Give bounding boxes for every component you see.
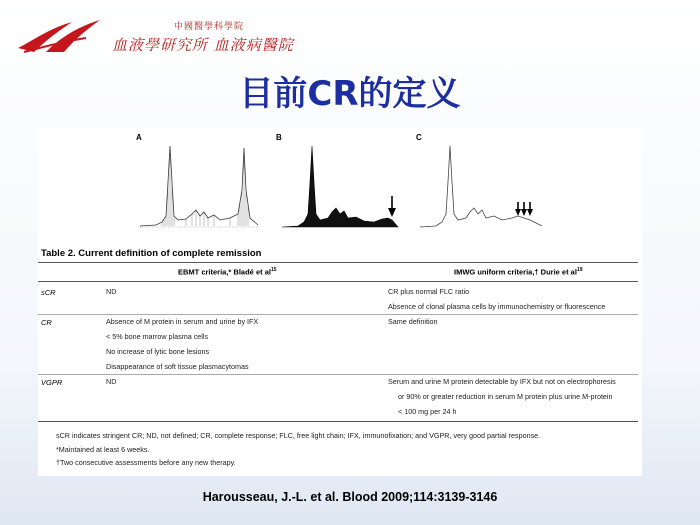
- cell-imwg-vgpr-line: or 90% or greater reduction in serum M protein plus urine M-protein: [398, 392, 613, 401]
- slide-title: 目前CR的定义: [239, 74, 461, 114]
- triple-arrow-icon: [515, 202, 533, 216]
- cell-imwg-scr-line: Absence of clonal plasma cells by immunochemistry or fluorescence: [388, 302, 606, 311]
- figure-panel: [38, 128, 642, 476]
- column-header-ebmt: EBMT criteria,* Bladé et $al^{15}$: [178, 267, 277, 277]
- cell-ebmt-cr-line: Absence of M protein in serum and urine by IFX: [106, 317, 259, 326]
- logo-text-bottom: 血液學研究所 血液病醫院: [112, 36, 294, 54]
- cell-imwg-vgpr-line: Serum and urine M protein detectable by IFX but not on electrophoresis: [388, 377, 616, 386]
- logo-swoosh-icon: [16, 18, 102, 54]
- table-footnote: †Two consecutive assessments before any new therapy.: [56, 458, 236, 467]
- column-header-imwg: IMWG uniform criteria,† Durie et $al^{19}$: [454, 267, 583, 277]
- row-label-scr: sCR: [41, 288, 56, 297]
- table-header-rule: [38, 281, 638, 282]
- table-title: Table 2. Current definition of complete remission: [41, 248, 262, 259]
- cell-imwg-vgpr-line: < 100 mg per 24 h: [398, 407, 457, 416]
- cell-ebmt-vgpr: ND: [106, 377, 117, 386]
- table-footnote: *Maintained at least 6 weeks.: [56, 445, 150, 454]
- panel-label-c: C: [416, 133, 422, 142]
- cell-ebmt-cr-line: < 5% bone marrow plasma cells: [106, 332, 209, 341]
- cell-imwg-scr-line: CR plus normal FLC ratio: [388, 287, 470, 296]
- row-divider: [38, 374, 638, 375]
- table-bottom-rule: [38, 421, 638, 422]
- panel-label-b: B: [276, 133, 282, 142]
- table-top-rule: [38, 262, 638, 263]
- row-label-vgpr: VGPR: [41, 378, 63, 387]
- cell-imwg-cr: Same definition: [388, 317, 438, 326]
- institution-logo: [16, 18, 296, 58]
- cell-ebmt-scr: ND: [106, 287, 117, 296]
- electrophoresis-panel-b: [274, 132, 404, 232]
- electrophoresis-panel-c: [414, 132, 554, 232]
- row-divider: [38, 314, 638, 315]
- table-footnote: sCR indicates stringent CR; ND, not defined; CR, complete response; FLC, free light chain; IFX, immunofixation; and VGPR, very good partial response.: [56, 431, 541, 440]
- row-label-cr: CR: [41, 318, 52, 327]
- logo-text-top: 中國醫學科學院: [174, 22, 245, 32]
- electrophoresis-panel-a: [134, 132, 264, 232]
- citation: Harousseau, J.-L. et al. Blood 2009;114:3139-3146: [202, 490, 498, 504]
- cell-ebmt-cr-line: No increase of lytic bone lesions: [106, 347, 210, 356]
- panel-label-a: A: [136, 133, 142, 142]
- cell-ebmt-cr-line: Disappearance of soft tissue plasmacytomas: [106, 362, 249, 371]
